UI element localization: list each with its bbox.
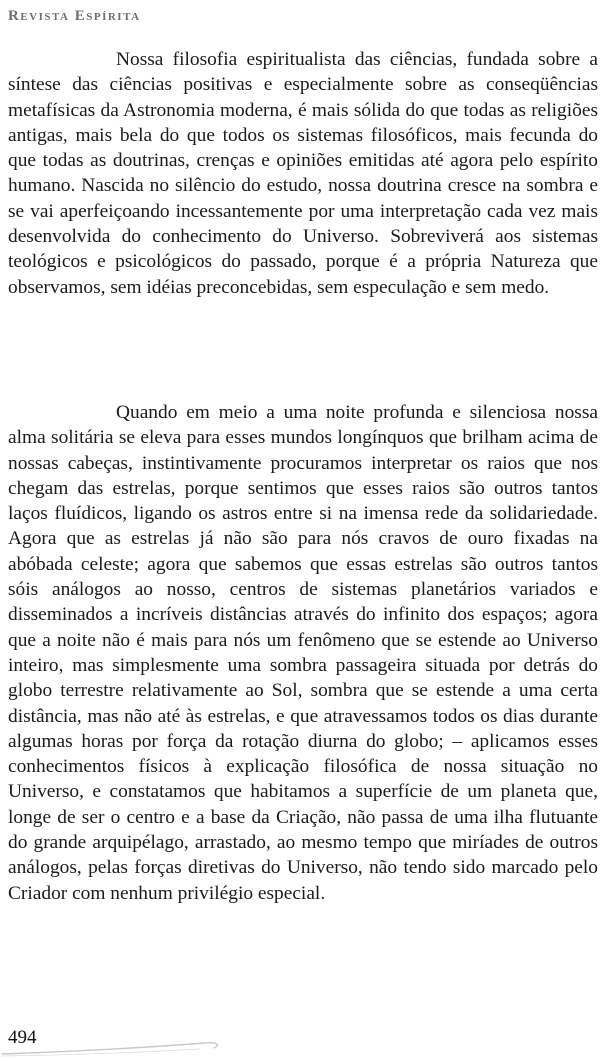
body-text-block-2	[8, 400, 598, 906]
running-header: Revista Espírita	[8, 8, 141, 24]
paragraph-2: Quando em meio a uma noite profunda e silenciosa nossa alma solitária se eleva para esses mundos longínquos que brilham acima de nossas cabeças, instintivamente procuramos interpretar os raios que nos chegam das estrelas, porque sentimos que esses raios são outros tantos laços fluídicos, ligando os astros entre si na imensa rede da solidariedade. Agora que as estrelas já não são para nós cravos de ouro fixadas na abóbada celeste; agora que sabemos que essas estrelas são outros tantos sóis análogos ao nosso, centros de sistemas planetários variados e disseminados a incríveis distâncias através do infinito dos espaços; agora que a noite não é mais para nós um fenômeno que se estende ao Universo inteiro, mas simplesmente uma sombra passageira situada por detrás do globo terrestre relativamente ao Sol, sombra que se estende a uma certa distância, mas não até às estrelas, e que atravessamos todos os dias durante algumas horas por força da rotação diurna do globo; – aplicamos esses conhecimentos físicos à explicação filosófica de nossa situação no Universo, e constatamos que habitamos a superfície de um planeta que, longe de ser o centro e a base da Criação, não passa de uma ilha flutuante do grande arquipélago, arrastado, ao mesmo tempo que miríades de outros análogos, pelas forças diretivas do Universo, não tendo sido marcado pelo Criador com nenhum privilégio especial.	[8, 402, 598, 904]
footer-swoosh-ornament	[0, 1036, 230, 1058]
paragraph-1: Nossa filosofia espiritualista das ciências, fundada sobre a síntese das ciências positivas e especialmente sobre as conseqüências metafísicas da Astronomia moderna, é mais sólida do que todas as religiões antigas, mais bela do que todos os sistemas filosóficos, mais fecunda do que todas as doutrinas, crenças e opiniões emitidas até agora pelo espírito humano. Nascida no silêncio do estudo, nossa doutrina cresce na sombra e se vai aperfeiçoando incessantemente por uma interpretação cada vez mais desenvolvida do conhecimento do Universo. Sobreviverá aos sistemas teológicos e psicológicos do passado, porque é a própria Natureza que observamos, sem idéias preconcebidas, sem especulação e sem medo.	[8, 49, 598, 298]
body-text-block-1	[8, 47, 598, 300]
page-number: 494	[8, 1027, 37, 1048]
